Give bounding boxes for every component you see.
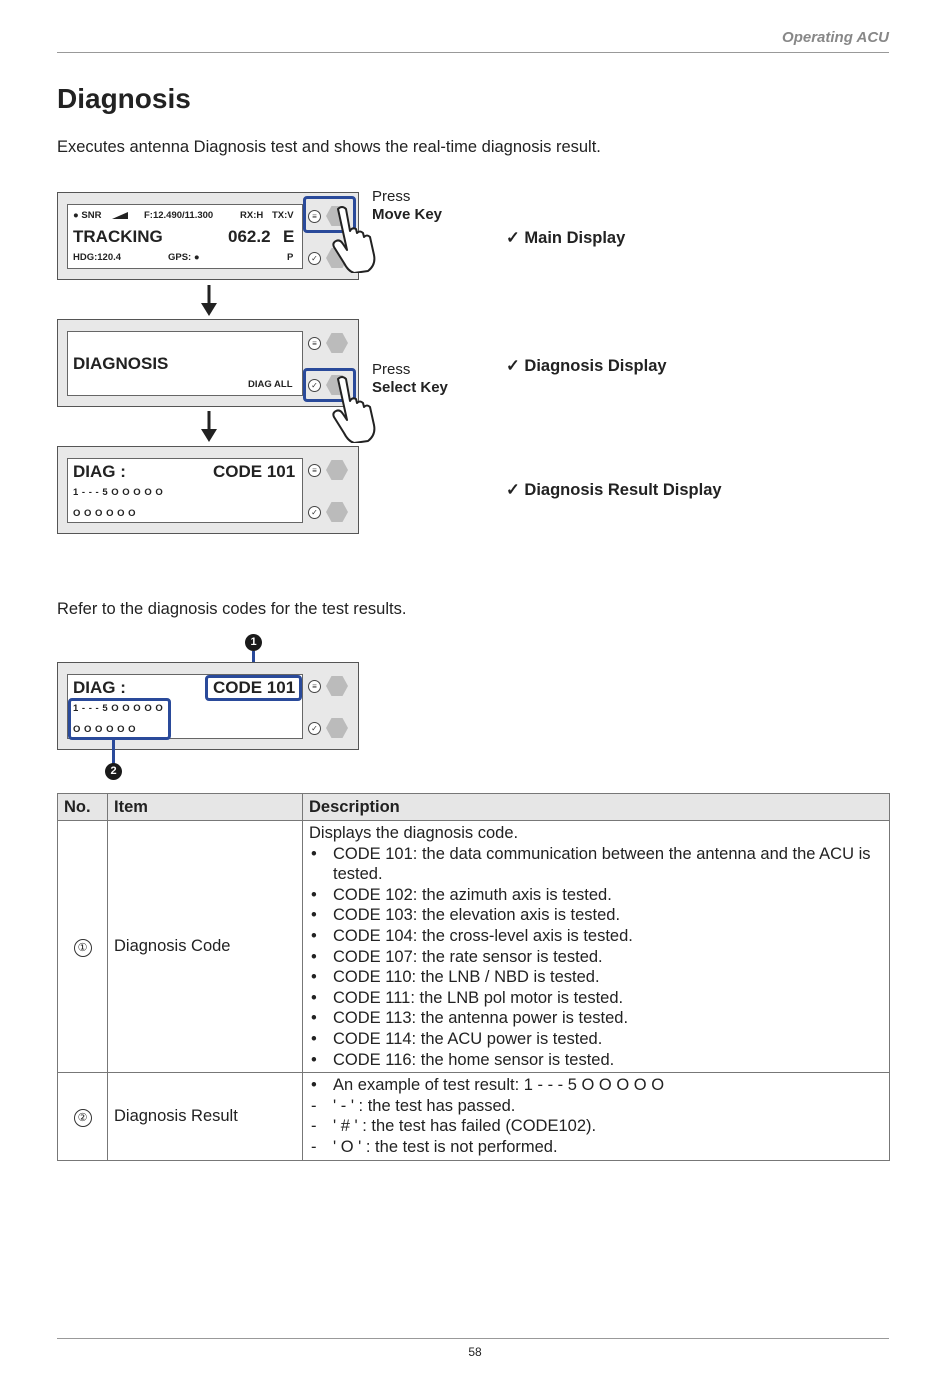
down-arrow-icon (199, 411, 219, 443)
result-line-2: O O O O O O (73, 508, 137, 519)
highlight-result (68, 698, 171, 740)
description-lead: Displays the diagnosis code. (309, 824, 519, 842)
row-number: ② (58, 1073, 108, 1160)
lcd-panel-result (57, 446, 359, 534)
callout-marker-1: 1 (245, 634, 262, 651)
hand-pointer-icon (330, 205, 378, 273)
table-row (58, 821, 890, 1073)
rx-readout: RX:H (240, 210, 264, 221)
result-line-1: 1 - - - 5 O O O O O (73, 487, 164, 498)
p-indicator: P (287, 252, 294, 263)
move-key-button[interactable] (326, 460, 348, 480)
result-line-1: 1 - - - 5 O O O O O (73, 703, 164, 714)
tx-readout: TX:V (272, 210, 294, 221)
list-item: • CODE 104: the cross-level axis is tested. (309, 926, 883, 947)
check-result-display: ✓ Diagnosis Result Display (506, 481, 722, 499)
select-key-button[interactable] (326, 502, 348, 522)
header-item: Item (108, 794, 303, 821)
header-description: Description (303, 794, 890, 821)
row-item: Diagnosis Result (108, 1073, 303, 1160)
callout-line-2 (112, 740, 115, 764)
table-header-row (58, 794, 890, 821)
diag-code: CODE 101 (213, 678, 296, 697)
list-item: • CODE 102: the azimuth axis is tested. (309, 885, 883, 906)
list-item: • CODE 116: the home sensor is tested. (309, 1050, 883, 1071)
snr-indicator: ● SNR (73, 210, 102, 221)
select-key-button[interactable] (326, 718, 348, 738)
heading-readout: HDG:120.4 (73, 252, 122, 263)
hand-pointer-icon (330, 375, 378, 443)
list-item: - ' - ' : the test has passed. (309, 1096, 883, 1117)
move-key-icon: ≡ (308, 464, 321, 477)
table-row (58, 1073, 890, 1160)
result-line-2: O O O O O O (73, 724, 137, 735)
down-arrow-icon (199, 285, 219, 317)
refer-text: Refer to the diagnosis codes for the test results. (57, 600, 407, 618)
direction-value: E (283, 227, 295, 246)
position-value: 062.2 (228, 227, 271, 246)
move-key-icon: ≡ (308, 210, 321, 223)
diag-all-label: DIAG ALL (248, 379, 293, 390)
select-key-icon: ✓ (308, 379, 321, 392)
list-item: • An example of test result: 1 - - - 5 O O O O O (309, 1075, 883, 1096)
move-key-icon: ≡ (308, 680, 321, 693)
row-item: Diagnosis Code (108, 821, 303, 1073)
diag-label: DIAG : (73, 678, 126, 697)
select-key-icon: ✓ (308, 252, 321, 265)
diagnosis-table (57, 793, 890, 1161)
row-number: ① (58, 821, 108, 1073)
diagnosis-title: DIAGNOSIS (73, 354, 169, 373)
press-select-key-label: Press Select Key (372, 361, 448, 396)
lcd-screen (67, 458, 303, 523)
row-description (303, 821, 890, 1073)
page-number: 58 (468, 1345, 482, 1359)
move-key-button[interactable] (326, 676, 348, 696)
callout-marker-2: 2 (105, 763, 122, 780)
list-item: • CODE 114: the ACU power is tested. (309, 1029, 883, 1050)
freq-readout: F:12.490/11.300 (144, 210, 214, 221)
list-item: • CODE 111: the LNB pol motor is tested. (309, 988, 883, 1009)
running-header: Operating ACU (782, 29, 889, 46)
select-key-icon: ✓ (308, 722, 321, 735)
diag-code: CODE 101 (213, 462, 296, 481)
gps-readout: GPS: ● (168, 252, 200, 263)
list-item: - ' # ' : the test has failed (CODE102). (309, 1116, 883, 1137)
header-rule (57, 52, 889, 53)
signal-bar-icon (112, 212, 128, 219)
page-title: Diagnosis (57, 83, 191, 114)
diag-label: DIAG : (73, 462, 126, 481)
move-key-icon: ≡ (308, 337, 321, 350)
lcd-screen (67, 204, 303, 269)
select-key-icon: ✓ (308, 506, 321, 519)
check-diagnosis-display: ✓ Diagnosis Display (506, 357, 667, 375)
check-main-display: ✓ Main Display (506, 229, 626, 247)
list-item: • CODE 107: the rate sensor is tested. (309, 947, 883, 968)
press-move-key-label: Press Move Key (372, 188, 443, 223)
highlight-code (205, 675, 302, 701)
header-no: No. (58, 794, 108, 821)
list-item: • CODE 110: the LNB / NBD is tested. (309, 967, 883, 988)
tracking-status: TRACKING (73, 227, 163, 246)
row-description (303, 1073, 890, 1160)
footer-rule (57, 1338, 889, 1339)
list-item: • CODE 101: the data communication between the antenna and the ACU is tested. (309, 844, 883, 885)
move-key-button[interactable] (326, 333, 348, 353)
list-item: • CODE 103: the elevation axis is tested. (309, 905, 883, 926)
lcd-screen (67, 331, 303, 396)
intro-text: Executes antenna Diagnosis test and shows the real-time diagnosis result. (57, 138, 601, 156)
list-item: - ' O ' : the test is not performed. (309, 1137, 883, 1158)
list-item: • CODE 113: the antenna power is tested. (309, 1008, 883, 1029)
